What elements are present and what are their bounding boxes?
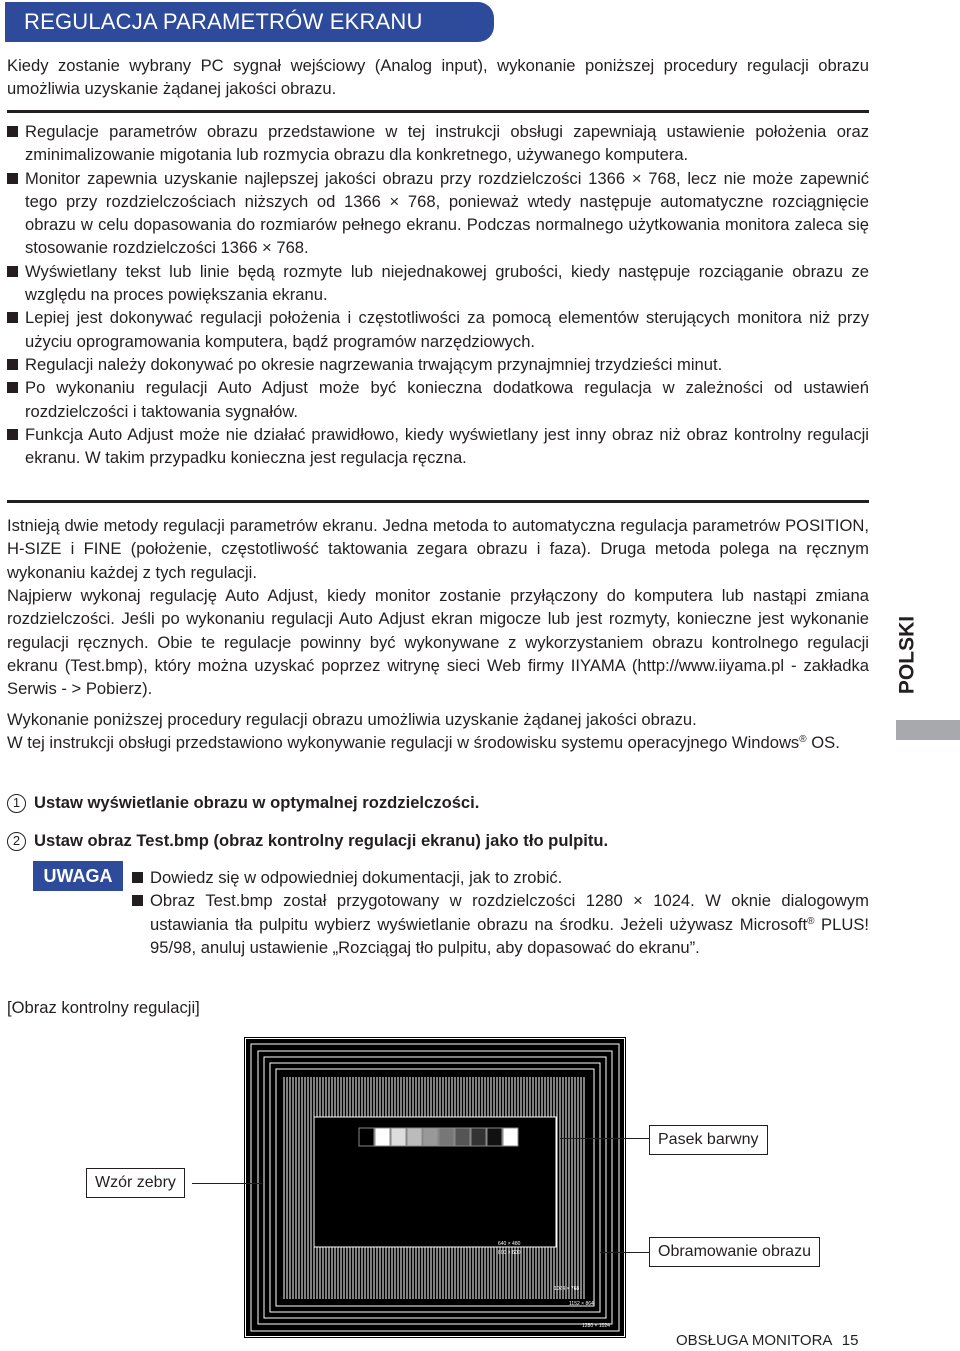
- gray-bar: [487, 1128, 502, 1146]
- registered-mark: ®: [799, 734, 807, 745]
- gray-bar: [375, 1128, 390, 1146]
- footer-text: OBSŁUGA MONITORA: [676, 1332, 832, 1349]
- page-number: 15: [841, 1332, 859, 1349]
- gray-bar: [439, 1128, 454, 1146]
- note-badge: UWAGA: [33, 861, 123, 891]
- callout-line-zebra: [192, 1183, 262, 1184]
- language-tab-bar: [896, 720, 960, 740]
- note-list: [132, 866, 869, 959]
- note-item: Regulacji należy dokonywać po okresie nagrzewania trwającym przynajmniej trzydzieści minut.: [7, 353, 869, 376]
- note-item: Funkcja Auto Adjust może nie działać prawidłowo, kiedy wyświetlany jest inny obraz niż obraz kontrolny regulacji ekranu. W takim przypadku konieczna jest regulacja ręczna.: [7, 423, 869, 470]
- note-list-item: [132, 889, 869, 959]
- color-bar-label: Pasek barwny: [649, 1125, 768, 1155]
- note-item: Po wykonaniu regulacji Auto Adjust może być konieczna dodatkowa regulacja w zależności od ustawień rozdzielczości i taktowania sygnałów.: [7, 376, 869, 423]
- body-paragraph-3: Wykonanie poniższej procedury regulacji obrazu umożliwia uzyskanie żądanej jakości obrazu.: [7, 710, 697, 729]
- zebra-label: Wzór zebry: [86, 1168, 185, 1198]
- step-2: [7, 829, 869, 852]
- body-paragraph-4-end: OS.: [806, 733, 840, 752]
- body-paragraph-4-text: W tej instrukcji obsługi przedstawiono wykonywanie regulacji w środowisku systemu operacyjnego Windows: [7, 733, 800, 752]
- note-list-item: Dowiedz się w odpowiedniej dokumentacji, jak to zrobić.: [132, 866, 869, 889]
- note-item: Wyświetlany tekst lub linie będą rozmyte lub niejednakowej grubości, kiedy następuje rozciąganie obrazu ze względu na proces powiększania ekranu.: [7, 260, 869, 307]
- language-tab: [896, 580, 960, 740]
- step-number: 1: [7, 794, 26, 813]
- body-paragraph-1: Istnieją dwie metody regulacji parametrów ekranu. Jedna metoda to automatyczna regulacja parametrów POSITION, H-SIZE i FINE (położenie, częstotliwość taktowania zegara obrazu i faza). Druga metoda polega na ręcznym wykonaniu każdej z tych regulacji.: [7, 516, 869, 582]
- registered-mark: ®: [807, 915, 815, 927]
- resolution-label: 640 × 480: [498, 1241, 521, 1247]
- language-tab-label: POLSKI: [895, 615, 919, 695]
- note-item: Regulacje parametrów obrazu przedstawione w tej instrukcji obsługi zapewniają ustawienie położenia oraz zminimalizowanie migotania lub rozmycia obrazu dla konkretnego, używanego komputera.: [7, 120, 869, 167]
- note-item: Lepiej jest dokonywać regulacji położenia i częstotliwości za pomocą elementów sterujących monitora niż przy użyciu oprogramowania komputera, bądź programów narzędziowych.: [7, 306, 869, 353]
- gray-bar: [455, 1128, 470, 1146]
- body-paragraph-2: Najpierw wykonaj regulację Auto Adjust, kiedy monitor zostanie przyłączony do komputera lub nastąpi zmiana rozdzielczości. Jeśli po wykonaniu regulacji Auto Adjust ekran migocze lub jest rozmyty, konieczne jest wykonanie regulacji ręcznych. Obie te regulacje powinny być wykonywane z wykorzystaniem obrazu kontrolnego regulacji ekranu (Test.bmp), który można uzyskać poprzez witrynę sieci Web firmy IIYAMA (http://www.iiyama.pl - zakładka Serwis - > Pobierz).: [7, 586, 869, 699]
- divider-bottom: [7, 500, 869, 503]
- section-title: REGULACJA PARAMETRÓW EKRANU: [5, 2, 494, 42]
- step-1: [7, 791, 869, 814]
- notes-list: [7, 120, 869, 469]
- step-number: 2: [7, 832, 26, 851]
- test-pattern-svg: [244, 1037, 626, 1338]
- callout-line-frame: [600, 1252, 650, 1253]
- note-list-text: Obraz Test.bmp został przygotowany w rozdzielczości 1280 × 1024. W oknie dialogowym ustawiania tła pulpitu wybierz wyświetlanie obrazu na środku. Jeżeli używasz Microsoft: [150, 891, 869, 934]
- resolution-label: 1280 × 1024: [582, 1323, 610, 1329]
- intro-paragraph: Kiedy zostanie wybrany PC sygnał wejściowy (Analog input), wykonanie poniższej procedury regulacji obrazu umożliwia uzyskanie żądanej jakości obrazu.: [7, 56, 869, 99]
- resolution-label: 1152 × 864: [569, 1301, 594, 1307]
- note-list-text-end: PLUS! 95/98, anuluj ustawienie „Rozciągaj tło pulpitu, aby dopasować do ekranu”.: [150, 914, 869, 957]
- divider-top: [7, 110, 869, 113]
- callout-line-color-bar: [560, 1138, 650, 1139]
- gray-bar: [391, 1128, 406, 1146]
- step-text: Ustaw obraz Test.bmp (obraz kontrolny regulacji ekranu) jako tło pulpitu.: [34, 831, 609, 850]
- figure-caption: [Obraz kontrolny regulacji]: [7, 998, 200, 1017]
- step-text: Ustaw wyświetlanie obrazu w optymalnej rozdzielczości.: [34, 793, 480, 812]
- resolution-label: 1024 × 768: [554, 1286, 580, 1292]
- resolution-label: 800 × 600: [498, 1250, 521, 1256]
- test-pattern-image: [244, 1037, 626, 1338]
- gray-bar: [471, 1128, 486, 1146]
- page-footer: [676, 1331, 858, 1351]
- gray-bar: [407, 1128, 422, 1146]
- body-paragraph-4: [7, 731, 869, 754]
- gray-bar: [503, 1128, 518, 1146]
- note-item: Monitor zapewnia uzyskanie najlepszej jakości obrazu przy rozdzielczości 1366 × 768, lecz nie może zapewnić tego przy rozdzielczościach niższych od 1366 × 768, ponieważ wtedy następuje automatyczne rozciągnięcie obrazu w celu dopasowania do rozmiarów pełnego ekranu. Podczas normalnego użytkowania monitora zaleca się stosowanie rozdzielczości 1366 × 768.: [7, 167, 869, 260]
- frame-label: Obramowanie obrazu: [649, 1237, 820, 1267]
- gray-bar: [423, 1128, 438, 1146]
- gray-bar: [359, 1128, 374, 1146]
